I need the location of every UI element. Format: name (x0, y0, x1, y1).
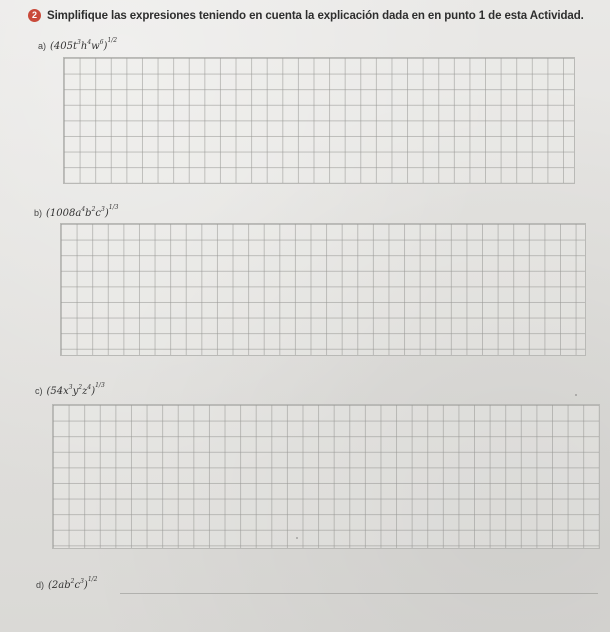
item-b-exp-2: 2 (91, 206, 96, 213)
item-d-letter: d) (36, 580, 45, 590)
item-d-answer-line (120, 593, 598, 594)
item-c-exp-1: 3 (68, 384, 73, 391)
item-b-letter: b) (34, 208, 43, 218)
item-c-base-1: x (63, 386, 69, 397)
exercise-number-badge: 2 (28, 9, 41, 22)
item-d-close: ) (83, 580, 88, 591)
item-c-open: (54 (46, 386, 64, 397)
item-a-base-1: t (73, 41, 78, 52)
item-d-base-1: b (64, 580, 71, 591)
item-a-exp-2: 4 (87, 39, 92, 46)
item-a-exp-3: 6 (99, 39, 104, 46)
item-b-base-3: c (95, 208, 102, 219)
item-c-close: ) (91, 386, 96, 397)
item-a-outer-exp: 1/2 (107, 37, 118, 44)
item-a-expression (50, 37, 118, 52)
item-a-close: ) (103, 41, 108, 52)
item-a-letter: a) (38, 41, 47, 51)
item-b-expression (46, 204, 119, 219)
item-c-base-3: z (82, 386, 88, 397)
paper-speck (575, 394, 577, 396)
item-a-answer-grid[interactable] (63, 57, 575, 184)
exercise-header (28, 9, 584, 22)
item-d-open: (2a (48, 580, 65, 591)
item-d-label (36, 576, 98, 591)
exercise-instruction: Simplifique las expresiones teniendo en cuenta la explicación dada en en punto 1 de esta Actividad. (47, 9, 584, 22)
item-b-base-1: a (75, 208, 82, 219)
item-b-label (34, 204, 119, 219)
item-b-base-2: b (85, 208, 92, 219)
item-a-label (38, 37, 118, 52)
item-d-exp-1: 2 (70, 578, 75, 585)
item-b-exp-1: 4 (81, 206, 86, 213)
item-c-base-2: y (72, 386, 79, 397)
item-b-answer-grid[interactable] (60, 223, 586, 356)
item-a-exp-1: 3 (77, 39, 81, 46)
item-a-base-2: h (80, 41, 88, 52)
item-d-outer-exp: 1/2 (87, 576, 98, 583)
item-b-open: (1008 (46, 208, 76, 219)
item-d-expression (48, 576, 98, 591)
paper-speck (296, 537, 298, 539)
item-b-exp-3: 3 (101, 206, 105, 213)
item-c-exp-2: 2 (78, 384, 83, 391)
item-c-answer-grid[interactable] (52, 404, 600, 549)
item-c-expression (46, 382, 105, 397)
item-c-outer-exp: 1/3 (95, 382, 105, 389)
item-c-letter: c) (35, 386, 43, 396)
item-d-base-2: c (74, 580, 81, 591)
item-b-outer-exp: 1/3 (108, 204, 119, 211)
item-c-exp-3: 4 (87, 384, 92, 391)
item-b-close: ) (104, 208, 109, 219)
item-a-base-3: w (91, 41, 100, 52)
item-c-label (35, 382, 105, 397)
item-d-exp-2: 3 (80, 578, 84, 585)
item-a-open: (405 (50, 41, 74, 52)
